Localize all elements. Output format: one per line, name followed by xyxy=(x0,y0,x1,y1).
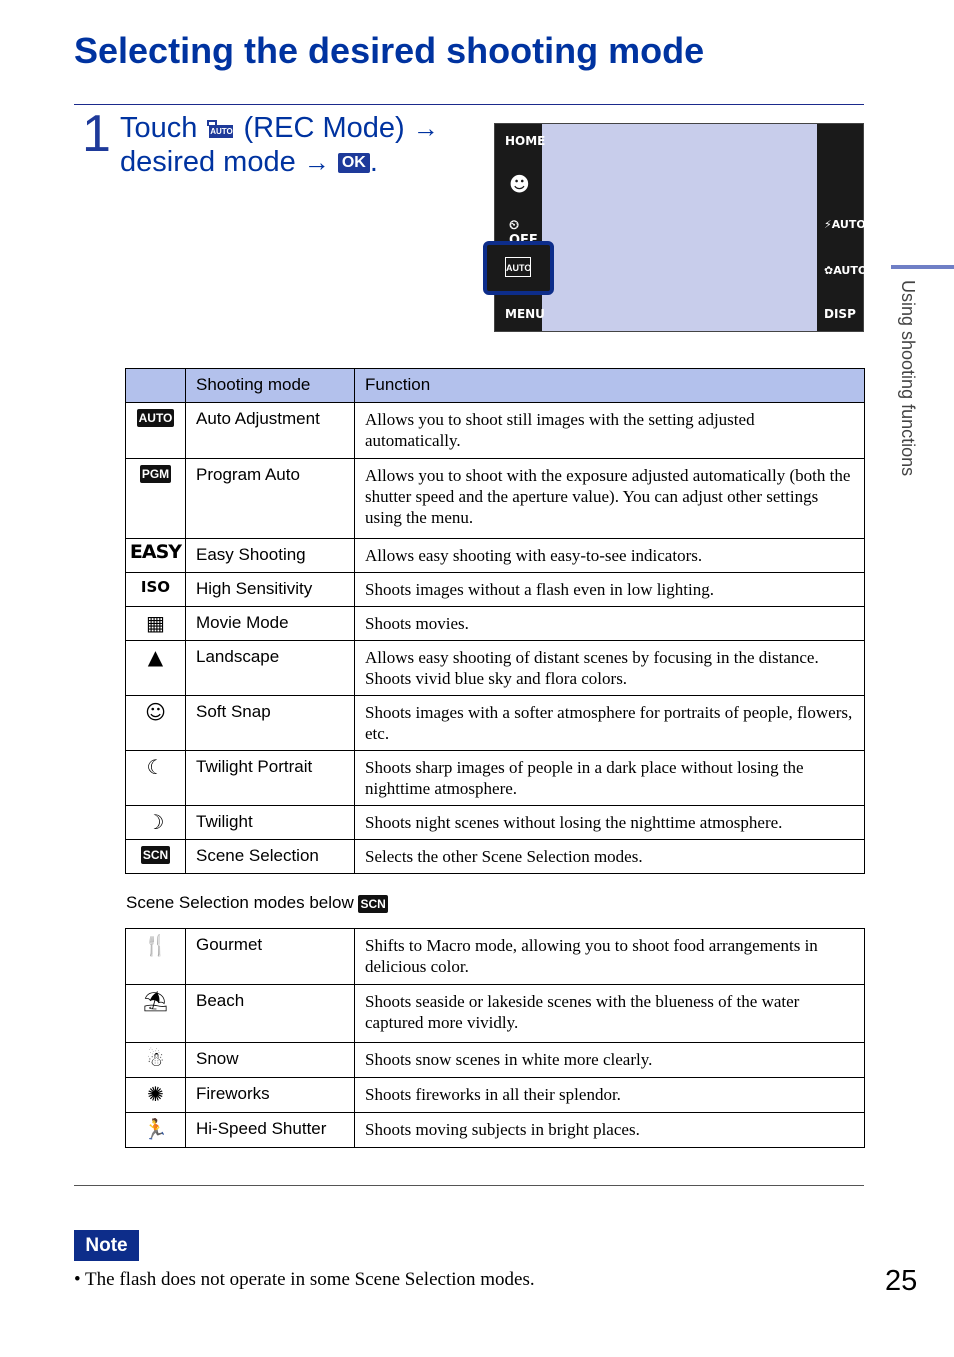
table-row xyxy=(126,607,865,641)
mode-name: High Sensitivity xyxy=(186,573,355,607)
screen-right-bar xyxy=(817,124,868,331)
self-timer-icon[interactable]: ⏲ xyxy=(509,218,520,233)
step-instruction-line1 xyxy=(120,114,439,143)
mode-name: Landscape xyxy=(186,641,355,696)
high-sensitivity-icon: ISO xyxy=(140,578,171,596)
table-row xyxy=(126,985,865,1043)
auto-icon: AUTO xyxy=(138,411,173,425)
table-row xyxy=(126,1078,865,1113)
table-row xyxy=(126,840,865,874)
mode-function: Shoots fireworks in all their splendor. xyxy=(355,1078,865,1113)
table-row xyxy=(126,1043,865,1078)
mode-name: Auto Adjustment xyxy=(186,403,355,459)
mode-function: Allows easy shooting with easy-to-see indicators. xyxy=(355,539,865,573)
mode-function: Shoots night scenes without losing the nighttime atmosphere. xyxy=(355,806,865,840)
step-rec-mode-text: (REC Mode) xyxy=(243,112,405,144)
mode-name: Twilight xyxy=(186,806,355,840)
table-row xyxy=(126,539,865,573)
mode-function: Allows you to shoot still images with the setting adjusted automatically. xyxy=(355,403,865,459)
table-header-row xyxy=(126,369,865,403)
screen-left-bar xyxy=(495,124,546,331)
camera-screen-illustration xyxy=(494,123,868,332)
flash-icon[interactable]: ⚡AUTO xyxy=(824,218,866,231)
table-row xyxy=(126,403,865,459)
page-number: 25 xyxy=(885,1265,918,1297)
sidebar-section-label: Using shooting functions xyxy=(898,280,918,477)
table-row xyxy=(126,459,865,539)
header-icon xyxy=(126,369,186,403)
mode-name: Beach xyxy=(186,985,355,1043)
mode-name: Soft Snap xyxy=(186,696,355,751)
title-divider xyxy=(74,104,864,105)
mode-name: Easy Shooting xyxy=(186,539,355,573)
header-shooting-mode: Shooting mode xyxy=(186,369,355,403)
easy-icon: EASY xyxy=(129,541,182,563)
movie-icon: ▦ xyxy=(146,611,165,635)
mode-function: Shoots images without a flash even in low lighting. xyxy=(355,573,865,607)
macro-icon[interactable]: ✿AUTO xyxy=(824,264,868,277)
mode-name: Hi-Speed Shutter xyxy=(186,1113,355,1148)
landscape-icon: ▲ xyxy=(147,645,164,669)
beach-icon: ⛱ xyxy=(142,989,169,1013)
rec-mode-icon: AUTO xyxy=(207,120,233,138)
mode-name: Program Auto xyxy=(186,459,355,539)
scene-selection-table xyxy=(125,928,865,1148)
mode-function: Shoots sharp images of people in a dark place without losing the nighttime atmosphere. xyxy=(355,751,865,806)
note-label: Note xyxy=(74,1230,139,1261)
ok-icon: OK xyxy=(338,153,370,173)
table-row xyxy=(126,573,865,607)
twilight-icon: ☽ xyxy=(146,810,165,834)
step-number: 1 xyxy=(82,105,111,163)
mode-function: Allows easy shooting of distant scenes by focusing in the distance. Shoots vivid blue sky and flora colors. xyxy=(355,641,865,696)
mode-name: Scene Selection xyxy=(186,840,355,874)
fireworks-icon: ✺ xyxy=(147,1082,164,1106)
note-text: • The flash does not operate in some Scene Selection modes. xyxy=(74,1269,535,1290)
step-desired-mode-text: desired mode xyxy=(120,146,296,178)
scene-caption-text: Scene Selection modes below xyxy=(126,893,354,912)
page-title: Selecting the desired shooting mode xyxy=(74,30,705,71)
mode-name: Snow xyxy=(186,1043,355,1078)
mode-function: Shoots moving subjects in bright places. xyxy=(355,1113,865,1148)
scene-selection-caption xyxy=(126,893,388,913)
mode-function: Shoots movies. xyxy=(355,607,865,641)
rec-mode-button[interactable] xyxy=(483,241,554,295)
table-row xyxy=(126,1113,865,1148)
mode-name: Fireworks xyxy=(186,1078,355,1113)
mode-function: Shifts to Macro mode, allowing you to shoot food arrangements in delicious color. xyxy=(355,929,865,985)
step-instruction-line2: desired mode → OK . xyxy=(120,146,378,178)
gourmet-icon: 🍴 xyxy=(143,933,168,957)
table-row xyxy=(126,751,865,806)
home-button[interactable]: HOME xyxy=(505,134,546,148)
smile-shutter-icon[interactable]: ☻ xyxy=(509,172,530,196)
mode-function: Shoots images with a softer atmosphere for portraits of people, flowers, etc. xyxy=(355,696,865,751)
auto-camera-icon: AUTO xyxy=(505,257,531,277)
table-row xyxy=(126,696,865,751)
hi-speed-shutter-icon: 🏃 xyxy=(143,1117,168,1141)
table-row xyxy=(126,641,865,696)
sidebar-tab-marker xyxy=(891,265,954,269)
mode-name: Gourmet xyxy=(186,929,355,985)
arrow-right-icon: → xyxy=(412,113,439,143)
mode-function: Allows you to shoot with the exposure adjusted automatically (both the shutter speed and the aperture value). You can adjust other settings using the menu. xyxy=(355,459,865,539)
step-touch-text: Touch xyxy=(120,112,198,144)
mode-function: Shoots snow scenes in white more clearly. xyxy=(355,1043,865,1078)
snow-icon: ☃ xyxy=(146,1047,165,1071)
section-divider xyxy=(74,1185,864,1186)
arrow-right-icon: → xyxy=(303,147,330,177)
mode-name: Movie Mode xyxy=(186,607,355,641)
mode-function: Selects the other Scene Selection modes. xyxy=(355,840,865,874)
scn-icon: SCN xyxy=(360,896,386,911)
soft-snap-icon: ☺ xyxy=(145,700,166,724)
disp-button[interactable]: DISP xyxy=(824,307,856,321)
header-function: Function xyxy=(355,369,865,403)
scn-icon: SCN xyxy=(142,848,169,862)
mode-function: Shoots seaside or lakeside scenes with the blueness of the water captured more vividly. xyxy=(355,985,865,1043)
menu-button[interactable]: MENU xyxy=(505,307,545,321)
shooting-mode-table xyxy=(125,368,865,874)
table-row xyxy=(126,929,865,985)
twilight-portrait-icon: ☾ xyxy=(146,755,165,779)
table-row xyxy=(126,806,865,840)
pgm-icon: PGM xyxy=(141,467,170,481)
mode-name: Twilight Portrait xyxy=(186,751,355,806)
